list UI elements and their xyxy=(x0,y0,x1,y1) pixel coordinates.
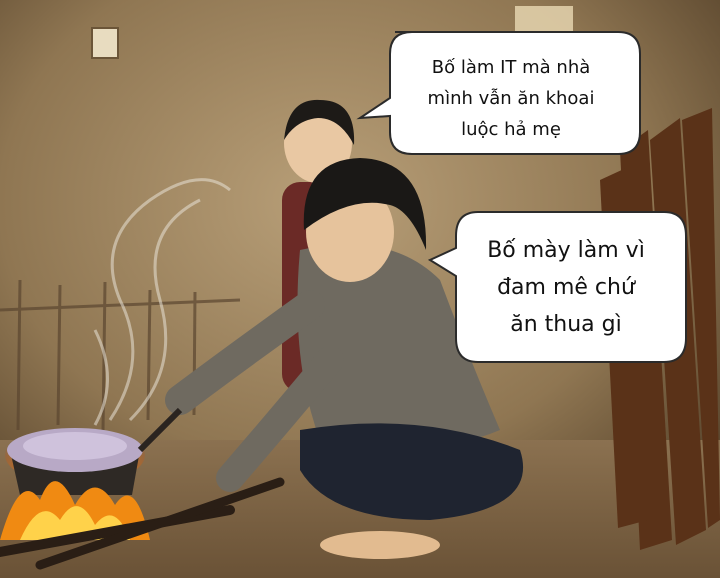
mother-speech-line-1: Bố mày làm vì xyxy=(487,238,645,263)
window xyxy=(92,28,118,58)
mother-speech-line-3: ăn thua gì xyxy=(510,312,622,337)
child-speech-line-2: mình vẫn ăn khoai xyxy=(427,88,595,109)
child-speech-line-1: Bố làm IT mà nhà xyxy=(431,57,591,78)
child-speech-text xyxy=(398,52,624,145)
mother-speech-text xyxy=(466,232,666,343)
child-speech-line-3: luộc hả mẹ xyxy=(461,119,561,140)
mother-speech-line-2: đam mê chứ xyxy=(497,275,635,300)
